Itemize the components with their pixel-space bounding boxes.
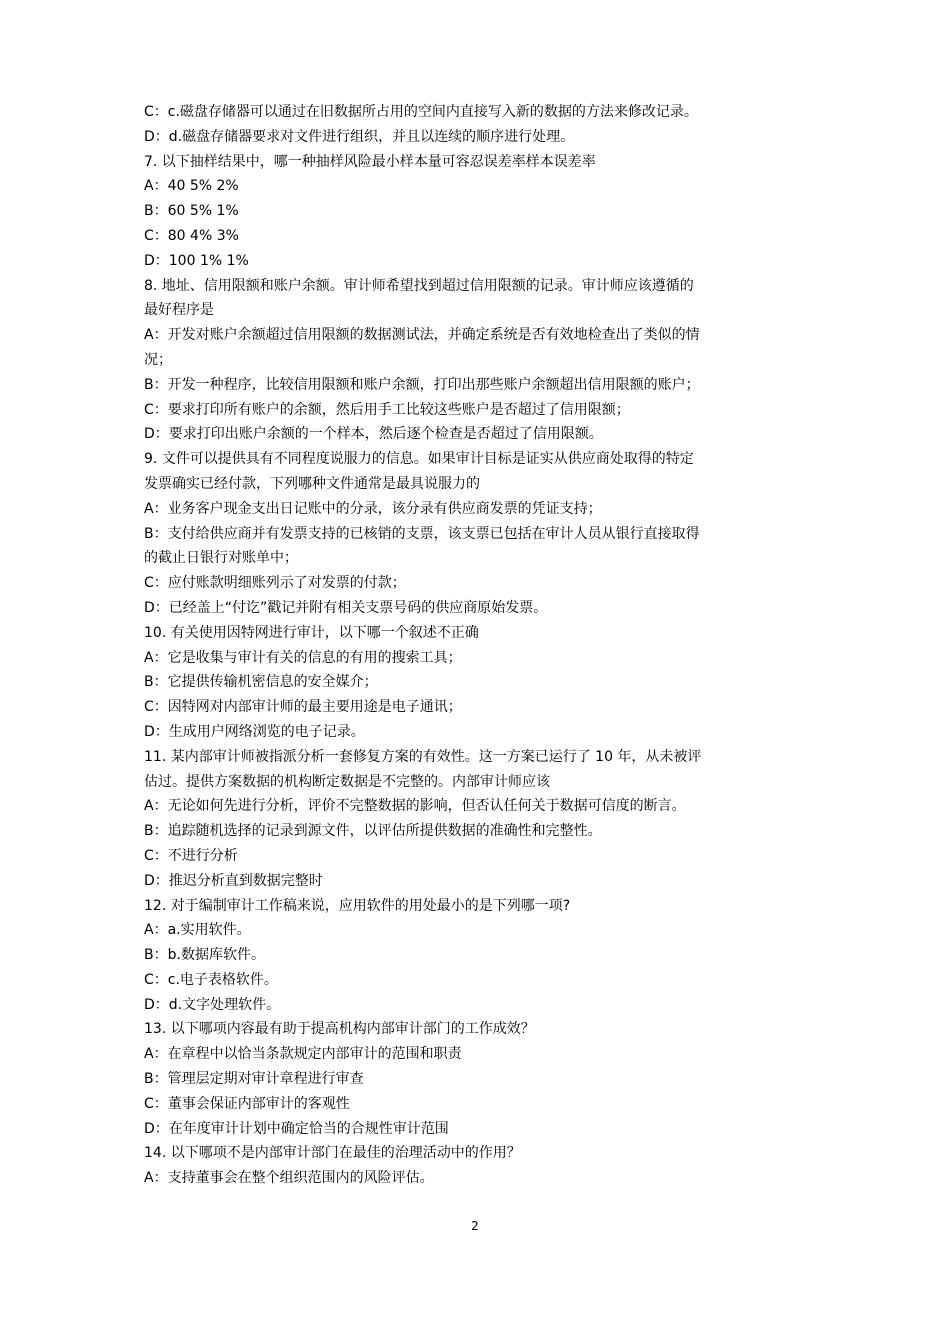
text-line: 10. 有关使用因特网进行审计，以下哪一个叙述不正确 [144,624,479,641]
text-line: 发票确实已经付款，下列哪种文件通常是最具说服力的 [144,475,480,492]
text-line: 况； [144,351,172,368]
text-line: C：要求打印所有账户的余额，然后用手工比较这些账户是否超过了信用限额； [144,401,630,418]
text-line: 7. 以下抽样结果中，哪一种抽样风险最小样本量可容忍误差率样本误差率 [144,153,596,170]
text-line: 14. 以下哪项不是内部审计部门在最佳的治理活动中的作用？ [144,1145,521,1162]
text-line: B：60 5% 1% [144,203,239,220]
text-line: 估过。提供方案数据的机构断定数据是不完整的。内部审计师应该 [144,773,550,790]
text-line: C：因特网对内部审计师的最主要用途是电子通讯； [144,699,462,716]
text-line: 8. 地址、信用限额和账户余额。审计师希望找到超过信用限额的记录。审计师应该遵循的 [144,277,694,294]
text-line: D：在年度审计计划中确定恰当的合规性审计范围 [144,1120,449,1137]
text-line: 的截止日银行对账单中； [144,550,298,567]
text-line: A：支持董事会在整个组织范围内的风险评估。 [144,1170,434,1187]
text-line: C：不进行分析 [144,847,238,864]
text-line: D：d.文字处理软件。 [144,996,281,1013]
text-line: D：已经盖上“付讫”戳记并附有相关支票号码的供应商原始发票。 [144,599,548,616]
text-line: A：无论如何先进行分析，评价不完整数据的影响，但否认任何关于数据可信度的断言。 [144,798,686,815]
text-line: B：管理层定期对审计章程进行审查 [144,1071,364,1088]
text-line: D：d.磁盘存储器要求对文件进行组织，并且以连续的顺序进行处理。 [144,128,575,145]
text-line: B：追踪随机选择的记录到源文件，以评估所提供数据的准确性和完整性。 [144,823,602,840]
text-line: C：80 4% 3% [144,227,239,244]
text-line: C：c.电子表格软件。 [144,971,278,988]
text-line: A：开发对账户余额超过信用限额的数据测试法，并确定系统是否有效地检查出了类似的情 [144,327,700,344]
text-line: A：40 5% 2% [144,178,239,195]
document-body [144,100,814,1191]
text-line: B：它提供传输机密信息的安全媒介； [144,674,378,691]
text-line: A：业务客户现金支出日记账中的分录，该分录有供应商发票的凭证支持； [144,500,602,517]
text-line: A：a.实用软件。 [144,922,251,939]
text-line: D：100 1% 1% [144,252,249,269]
text-line: B：支付给供应商并有发票支持的已核销的支票，该支票已包括在审计人员从银行直接取得 [144,525,700,542]
text-line: 最好程序是 [144,302,214,319]
text-line: A：它是收集与审计有关的信息的有用的搜索工具； [144,649,462,666]
text-line: B：开发一种程序，比较信用限额和账户余额，打印出那些账户余额超出信用限额的账户； [144,376,700,393]
text-line: D：推迟分析直到数据完整时 [144,872,323,889]
text-line: C：董事会保证内部审计的客观性 [144,1095,350,1112]
text-line: C：应付账款明细账列示了对发票的付款； [144,575,406,592]
text-line: D：要求打印出账户余额的一个样本，然后逐个检查是否超过了信用限额。 [144,426,603,443]
text-line: 12. 对于编制审计工作稿来说，应用软件的用处最小的是下列哪一项? [144,897,571,914]
text-line: 11. 某内部审计师被指派分析一套修复方案的有效性。这一方案已运行了 10 年，从未被评 [144,748,702,765]
text-line: B：b.数据库软件。 [144,947,265,964]
text-line: D：生成用户网络浏览的电子记录。 [144,723,365,740]
text-line: A：在章程中以恰当条款规定内部审计的范围和职责 [144,1046,462,1063]
text-line: 13. 以下哪项内容最有助于提高机构内部审计部门的工作成效？ [144,1021,535,1038]
text-line: 9. 文件可以提供具有不同程度说服力的信息。如果审计目标是证实从供应商处取得的特定 [144,451,694,468]
page-number: 2 [471,1219,479,1233]
text-line: C：c.磁盘存储器可以通过在旧数据所占用的空间内直接写入新的数据的方法来修改记录。 [144,104,698,120]
